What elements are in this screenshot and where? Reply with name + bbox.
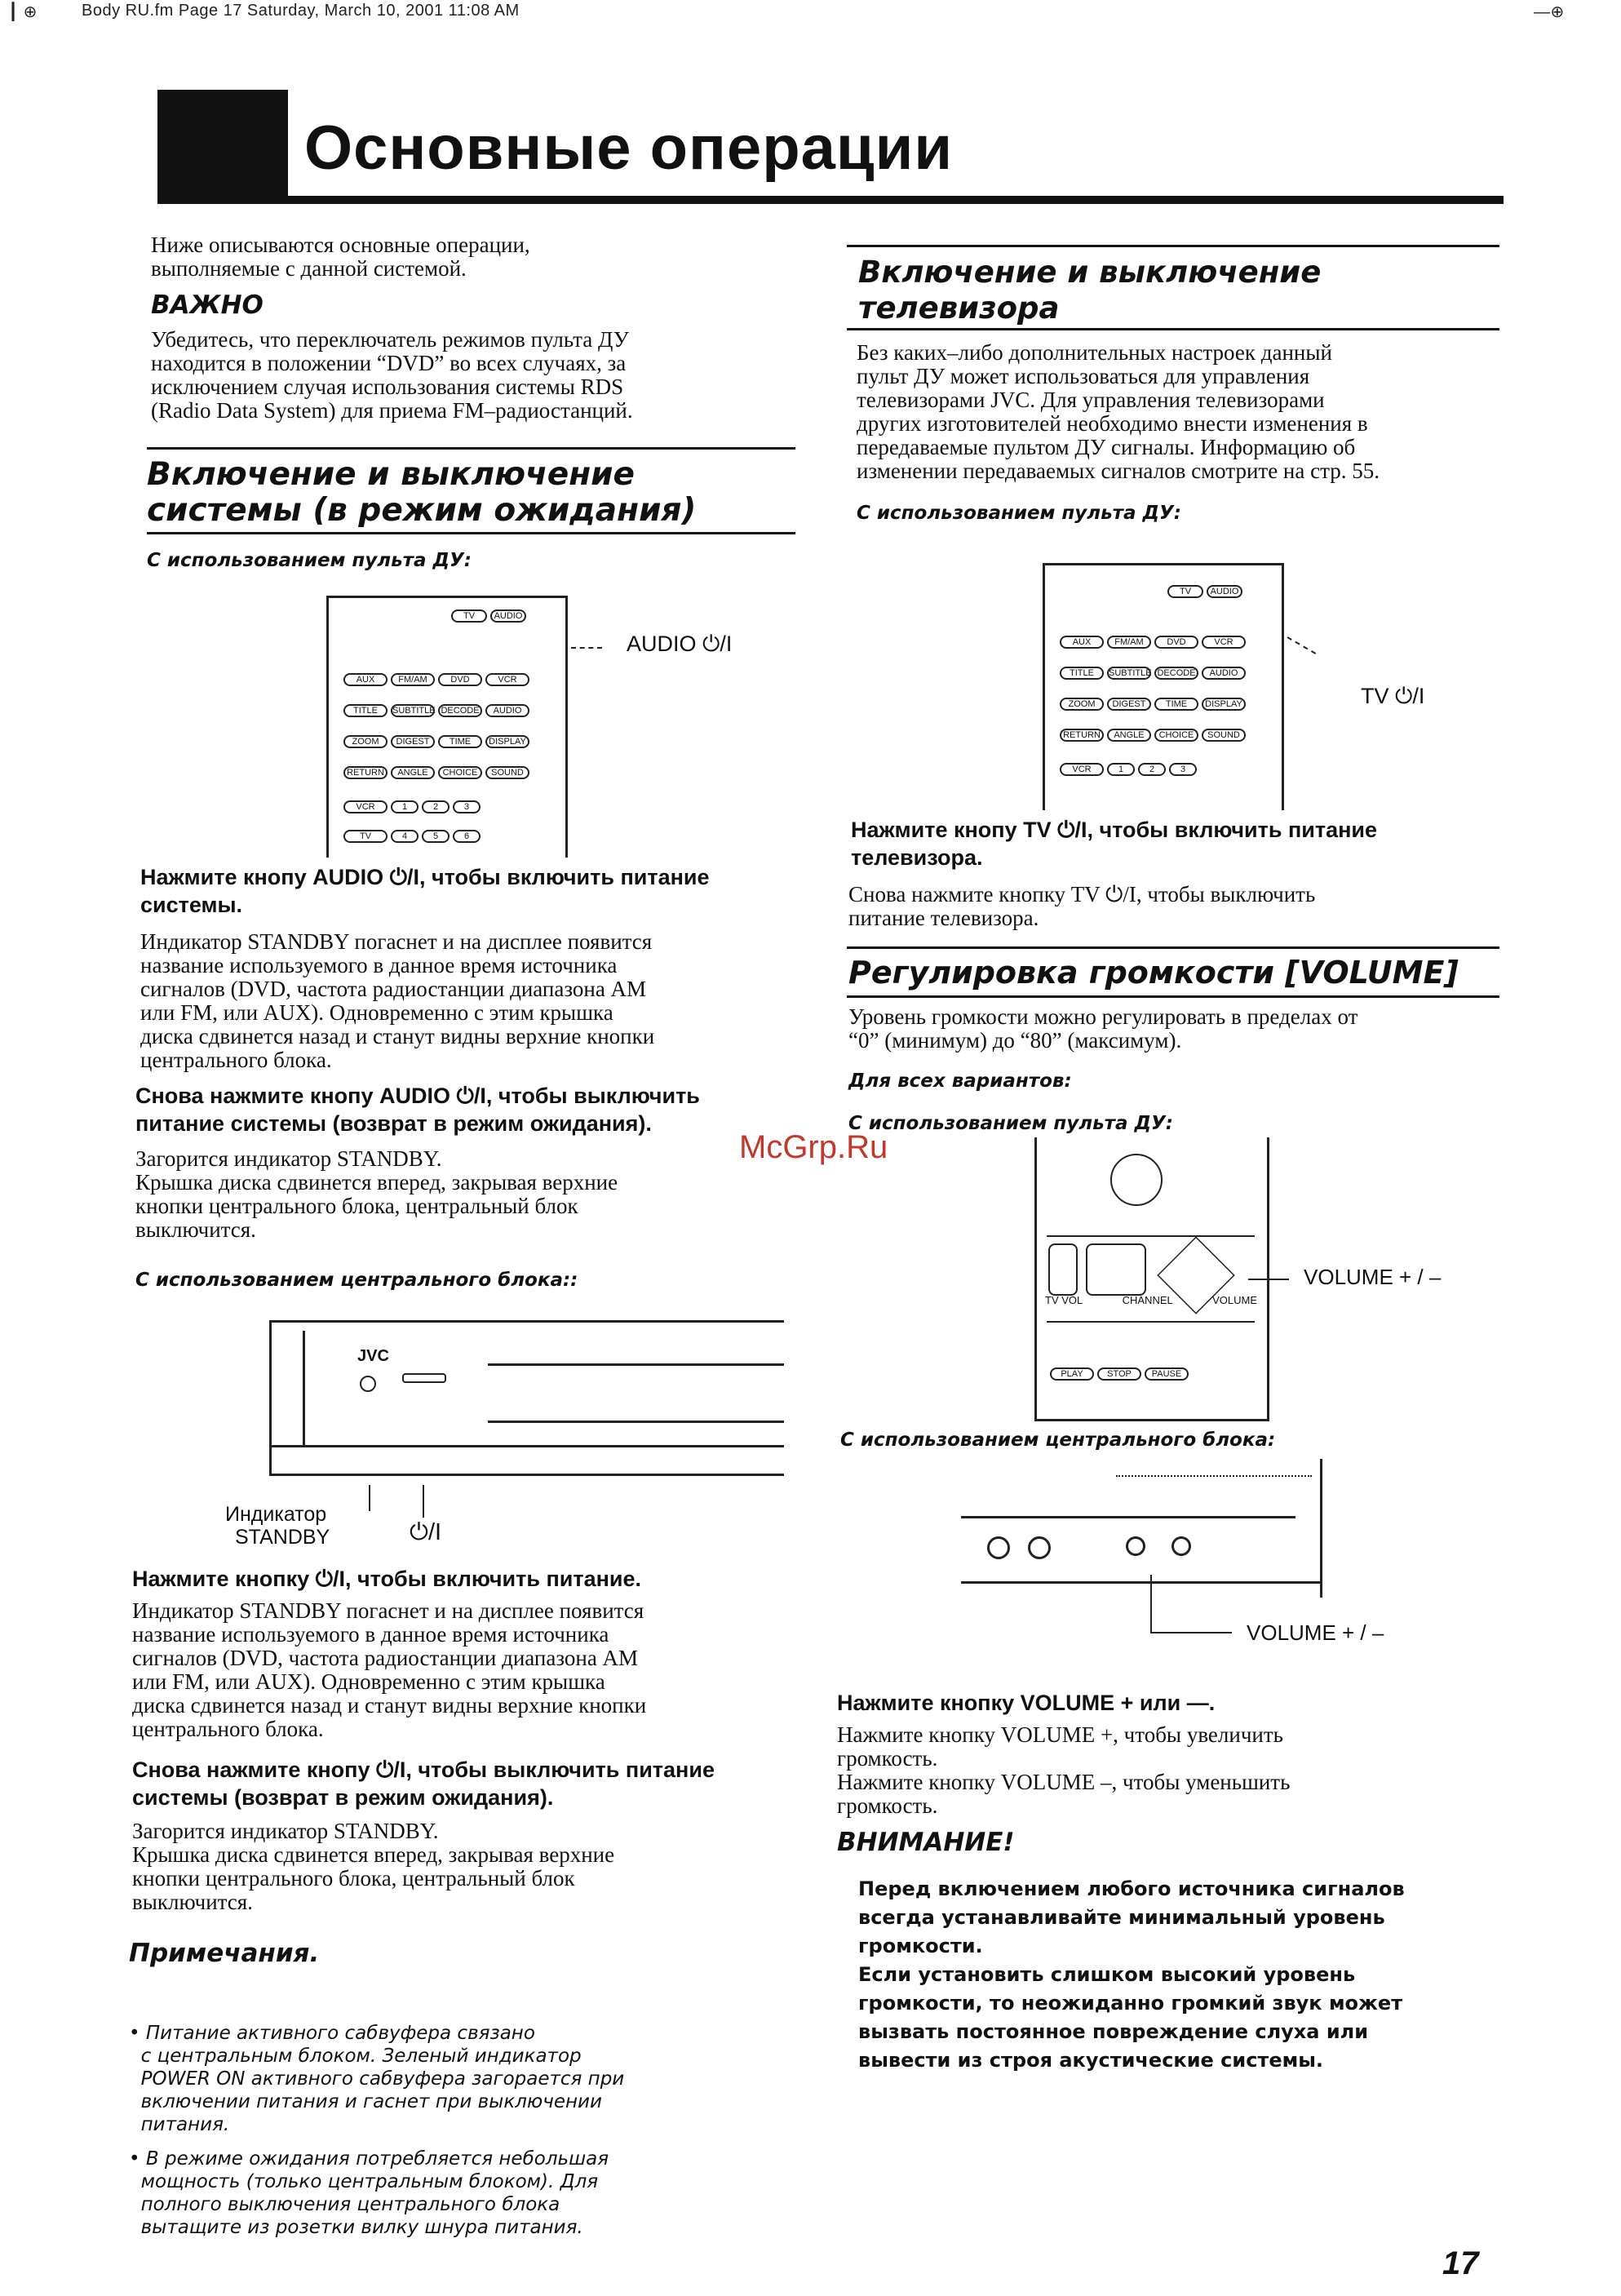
remote-btn: VCR: [485, 673, 529, 686]
remote-btn: AUX: [343, 673, 388, 686]
step-volume: Нажмите кнопку VOLUME + или —.: [837, 1691, 1216, 1715]
remote-subheading: С использованием пульта ДУ:: [147, 550, 472, 571]
step-unit-power-off-text: Загорится индикатор STANDBY. Крышка диска сдвинется вперед, закрывая верхние кнопки центрального блока, центральный блок выключится.: [132, 1819, 615, 1914]
leader-line: [571, 647, 602, 649]
remote-btn: 3: [453, 800, 481, 813]
remote-btn: ZOOM: [343, 735, 388, 748]
leader-line: [369, 1485, 370, 1511]
label-channel: CHANNEL: [1122, 1294, 1173, 1306]
remote-btn: AUDIO: [1202, 667, 1246, 680]
leader-line: [1248, 1279, 1289, 1280]
remote-btn-audio: AUDIO: [1207, 585, 1242, 598]
step-unit-power-on-text: Индикатор STANDBY погаснет и на дисплее появится название используемого в данное время источника сигналов (DVD, частота радиостанции диапазона AM или FM, или AUX). Одновременно с этим крышка диска сдвинется назад и станут видны верхние кнопки центрального блока.: [132, 1598, 647, 1741]
title-block: [157, 90, 288, 196]
section-rule: [847, 328, 1499, 330]
remote-btn-tv: TV: [451, 609, 487, 623]
unit-subheading: С использованием центрального блока::: [135, 1270, 578, 1291]
tv-remote-illustration: [1043, 563, 1284, 810]
remote-btn: DECODE: [438, 704, 482, 717]
section-title-tv: Включение и выключение телевизора: [858, 255, 1322, 326]
enter-button[interactable]: [1110, 1154, 1163, 1206]
important-title: ВАЖНО: [151, 290, 264, 320]
volume-range-text: Уровень громкости можно регулировать в пределах от “0” (минимум) до “80” (максимум).: [848, 1004, 1358, 1053]
remote-btn: DIGEST: [1107, 698, 1151, 711]
leader-line: [1287, 636, 1317, 654]
center-unit-illustration: [269, 1320, 784, 1476]
step-unit-power-on: Нажмите кнопку ⏻/I, чтобы включить питание.: [132, 1567, 642, 1591]
tv-remote-subheading: С использованием пульта ДУ:: [857, 503, 1181, 524]
power-label: ⏻/I: [410, 1519, 442, 1545]
remote-btn: TV: [343, 830, 388, 843]
volume-remote-illustration: [1034, 1137, 1269, 1421]
remote-btn: PLAY: [1050, 1367, 1094, 1381]
remote-btn: ANGLE: [391, 766, 435, 779]
volume-remote-subheading: С использованием пульта ДУ:: [848, 1113, 1173, 1134]
remote-btn: DISPLAY: [485, 735, 529, 748]
remote-btn: TIME: [438, 735, 482, 748]
remote-btn: PAUSE: [1145, 1367, 1189, 1381]
remote-btn: SUBTITLE: [1109, 668, 1152, 678]
remote-btn: VCR: [1202, 636, 1246, 649]
remote-btn: VCR: [343, 800, 388, 813]
remote-btn: 5: [422, 830, 450, 843]
step-power-on-text: Индикатор STANDBY погаснет и на дисплее появится название используемого в данное время источника сигналов (DVD, частота радиостанции диапазона AM или FM, или AUX). Одновременно с этим крышка диска сдвинется назад и станут видны верхние кнопки центрального блока.: [140, 929, 655, 1072]
leader-line: [1150, 1575, 1152, 1632]
remote-btn: 2: [422, 800, 450, 813]
remote-btn: FM/AM: [391, 673, 435, 686]
knob-icon: [1028, 1536, 1051, 1559]
remote-btn-audio: AUDIO: [490, 609, 526, 623]
remote-btn: DISPLAY: [1202, 698, 1246, 711]
tv-text: Без каких–либо дополнительных настроек данный пульт ДУ может использоваться для управления телевизорами JVC. Для управления телевизорами других изготовителей необходимо внести изменения в передаваемые пультом ДУ сигналы. Информацию об изменении передаваемых сигналов смотрите на стр. 55.: [857, 340, 1380, 483]
remote-btn: ZOOM: [1060, 698, 1104, 711]
tv-power-label: TV ⏻/I: [1361, 684, 1425, 708]
remote-btn: 1: [391, 800, 419, 813]
leader-line: [423, 1485, 424, 1518]
remote-btn: DVD: [438, 673, 482, 686]
remote-btn: DECODE: [1154, 667, 1198, 680]
print-header: Body RU.fm Page 17 Saturday, March 10, 2001 11:08 AM: [82, 2, 520, 20]
section-rule: [847, 946, 1499, 949]
watermark: McGrp.Ru: [739, 1129, 888, 1165]
label-tv-vol: TV VOL: [1045, 1294, 1083, 1306]
section-title-volume: Регулировка громкости [VOLUME]: [848, 955, 1459, 991]
remote-btn: STOP: [1097, 1367, 1141, 1381]
remote-btn-tv: TV: [1167, 585, 1203, 598]
remote-btn: 1: [1107, 763, 1135, 776]
section-rule: [847, 245, 1499, 247]
volume-minus-button[interactable]: [1126, 1536, 1145, 1556]
tv-vol-button[interactable]: [1048, 1243, 1078, 1296]
remote-btn: AUX: [1060, 636, 1104, 649]
section-title-standby: Включение и выключение системы (в режим ожидания): [147, 456, 697, 529]
remote-btn: SOUND: [485, 766, 529, 779]
remote-btn: FM/AM: [1107, 636, 1151, 649]
remote-btn: RETURN: [343, 766, 388, 779]
volume-plus-button[interactable]: [1171, 1536, 1191, 1556]
standby-indicator-label: Индикатор STANDBY: [225, 1503, 330, 1549]
remote-btn: ANGLE: [1107, 729, 1151, 742]
remote-btn: VCR: [1060, 763, 1104, 776]
note-1: • Питание активного сабвуфера связано с центральным блоком. Зеленый индикатор POWER ON активного сабвуфера загорается при включении питания и гаснет при выключении питания.: [129, 2023, 625, 2135]
page-number: 17: [1442, 2245, 1479, 2281]
volume-unit-subheading: С использованием центрального блока:: [840, 1429, 1276, 1451]
remote-btn: 6: [453, 830, 481, 843]
remote-btn: DIGEST: [391, 735, 435, 748]
all-variants-subheading: Для всех вариантов:: [848, 1070, 1072, 1092]
audio-power-label: AUDIO ⏻/I: [627, 632, 733, 656]
power-button[interactable]: [402, 1373, 446, 1383]
remote-btn: DVD: [1154, 636, 1198, 649]
title-rule: [157, 196, 1504, 204]
volume-remote-label: VOLUME + / –: [1304, 1265, 1442, 1289]
section-rule: [147, 532, 795, 534]
step-unit-power-off: Снова нажмите кнопу ⏻/I, чтобы выключить питание системы (возврат в режим ожидания).: [132, 1757, 715, 1810]
attention-text: Перед включением любого источника сигналов всегда устанавливайте минимальный уровень громкости. Если установить слишком высокий уровень громкости, то неожиданно громкий звук может вызвать постоянное повреждение слуха или вывести из строя акустические системы.: [858, 1877, 1405, 2072]
remote-illustration: [326, 596, 568, 858]
remote-btn: CHOICE: [438, 766, 482, 779]
step-tv-off-text: Снова нажмите кнопку TV ⏻/I, чтобы выключить питание телевизора.: [848, 882, 1316, 930]
remote-btn: CHOICE: [1154, 729, 1198, 742]
step-power-off-text: Загорится индикатор STANDBY. Крышка диска сдвинется вперед, закрывая верхние кнопки центрального блока, центральный блок выключится.: [135, 1146, 618, 1242]
knob-icon: [987, 1536, 1010, 1559]
leader-line: [1150, 1632, 1232, 1633]
step-power-off: Снова нажмите кнопу AUDIO ⏻/I, чтобы выключить питание системы (возврат в режим ожидания).: [135, 1084, 700, 1136]
remote-btn: 2: [1138, 763, 1166, 776]
remote-btn: TIME: [1154, 698, 1198, 711]
volume-unit-label: VOLUME + / –: [1247, 1620, 1384, 1645]
attention-title: ВНИМАНИЕ!: [837, 1828, 1015, 1857]
remote-btn: TITLE: [343, 704, 388, 717]
note-2: • В режиме ожидания потребляется небольшая мощность (только центральным блоком). Для полного выключения центрального блока вытащите из розетки вилку шнура питания.: [129, 2148, 609, 2238]
important-text: Убедитесь, что переключатель режимов пульта ДУ находится в положении “DVD” во всех случаях, за исключением случая использования системы RDS (Radio Data System) для приема FM–радиостанций.: [151, 327, 633, 423]
brand-logo: JVC: [357, 1347, 389, 1365]
page-title: Основные операции: [304, 113, 954, 183]
volume-unit-illustration: [961, 1459, 1322, 1598]
crop-mark-icon: ┃ ⊕: [8, 3, 38, 21]
crop-mark-icon-right: —⊕: [1534, 3, 1565, 21]
notes-title: Примечания.: [129, 1939, 320, 1968]
remote-btn: AUDIO: [485, 704, 529, 717]
channel-button[interactable]: [1086, 1243, 1146, 1296]
remote-btn: RETURN: [1060, 729, 1104, 742]
intro-text: Ниже описываются основные операции, выполняемые с данной системой.: [151, 233, 530, 281]
section-rule: [847, 995, 1499, 998]
label-volume: VOLUME: [1212, 1294, 1257, 1306]
remote-btn: SOUND: [1202, 729, 1246, 742]
standby-indicator: [360, 1376, 376, 1392]
section-rule: [147, 447, 795, 450]
volume-text: Нажмите кнопку VOLUME +, чтобы увеличить громкость. Нажмите кнопку VOLUME –, чтобы уменьшить громкость.: [837, 1722, 1291, 1818]
step-power-on: Нажмите кнопу AUDIO ⏻/I, чтобы включить питание системы.: [140, 865, 710, 917]
step-tv-on: Нажмите кнопу TV ⏻/I, чтобы включить питание телевизора.: [851, 818, 1378, 870]
remote-btn: 3: [1169, 763, 1197, 776]
remote-btn: TITLE: [1060, 667, 1104, 680]
remote-btn: SUBTITLE: [392, 706, 436, 716]
remote-btn: 4: [391, 830, 419, 843]
